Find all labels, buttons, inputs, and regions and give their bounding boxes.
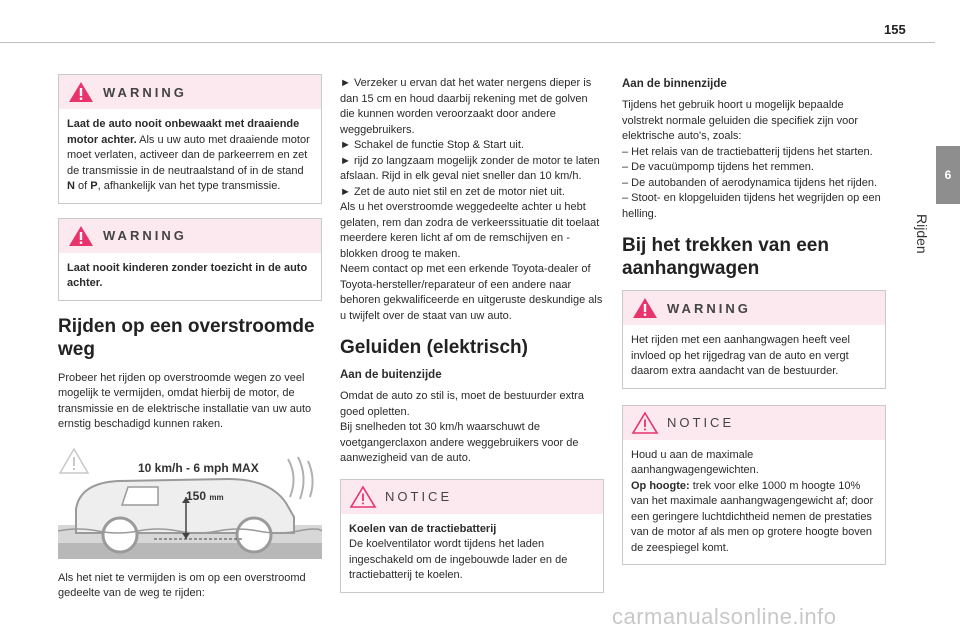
notice-lead: Op hoogte:: [631, 479, 690, 492]
gear-p: P: [90, 180, 98, 192]
inside-intro: Tijdens het gebruik hoort u mogelijk bepaalde volstrekt normale geluiden die specifiek zijn voor elektrische auto's, zoals:: [622, 99, 859, 142]
list-item: – De vacuümpomp tijdens het remmen.: [622, 161, 814, 173]
warning-box-children: [58, 218, 322, 301]
notice-triangle-icon: [349, 485, 377, 509]
page-number: 155: [884, 22, 906, 37]
flooded-intro: Probeer het rijden op overstroomde wegen zo veel mogelijk te vermijden, omdat hierbij de motor, de transmissie en de elektrische installatie van uw auto ernstig beschadigd kunnen raken.: [58, 371, 312, 430]
notice-body: trek voor elke 1000 m hoogte 10% van het maximale aanhangwagengewicht af; door een geringere luchtdichtheid nemen de prestaties van de motor af als men op grotere hoogte boven de zeespiegel komt.: [631, 479, 874, 554]
notice-header: [341, 480, 603, 514]
warning-triangle-icon: [67, 224, 95, 248]
warning-triangle-icon: [67, 80, 95, 104]
warning-text: [59, 109, 321, 203]
flood-step: ► rijd zo langzaam mogelijk zonder de motor te laten afslaan. Rijd in elk geval niet sneller dan 10 km/h.: [340, 154, 600, 182]
warning-body: Als u uw auto met draaiende motor moet verlaten, activeer dan de parkeerrem en zet de transmissie in de neutraalstand of in de stand: [67, 133, 310, 177]
outside-text: [340, 389, 604, 467]
notice-text: [623, 440, 885, 565]
warning-lead: Laat de auto nooit onbewaakt met draaiende motor achter.: [67, 118, 300, 146]
notice-body: De koelventilator wordt tijdens het laden ingeschakeld om de ingebouwde lader en de tractiebatterij te koelen.: [349, 538, 568, 581]
outside-line: Omdat de auto zo stil is, moet de bestuurder extra goed opletten.: [340, 390, 584, 418]
flood-step: Neem contact op met een erkende Toyota-dealer of Toyota-hersteller/reparateur of een andere naar behoren gekwalificeerde en uitgeruste deskundige als u twijfelt over de staat van uw auto.: [340, 263, 603, 322]
flood-step: ► Zet de auto niet stil en zet de motor niet uit.: [340, 185, 565, 198]
notice-box-battery-cooling: [340, 479, 604, 593]
warning-text: Het rijden met een aanhangwagen heeft veel invloed op het rijgedrag van de auto en vergt daarom extra aandacht van de bestuurder.: [631, 334, 850, 377]
column-1: [58, 60, 322, 602]
warning-tail: , afhankelijk van het type transmissie.: [97, 180, 281, 192]
flooded-road-figure: [58, 447, 322, 559]
flood-step: ► Schakel de functie Stop & Start uit.: [340, 139, 524, 151]
list-item: – De autobanden of aerodynamica tijdens het rijden.: [622, 176, 878, 189]
speed-limit-label: 10 km/h - 6 mph MAX: [138, 460, 259, 475]
depth-value: 150: [186, 488, 207, 503]
list-item: – Stoot- en klopgeluiden tijdens het wegrijden op een helling.: [622, 192, 881, 220]
list-item: – Het relais van de tractiebatterij tijdens het starten.: [622, 145, 873, 158]
depth-unit: mm: [209, 492, 224, 502]
subheading-inside: Aan de binnenzijde: [622, 78, 727, 90]
warning-box-trailer: [622, 290, 886, 389]
notice-intro: Houd u aan de maximale aanhangwagengewichten.: [631, 448, 759, 476]
column-2: [340, 76, 604, 607]
warning-of: of: [74, 180, 91, 192]
watermark: carmanualsonline.info: [612, 604, 837, 629]
warning-triangle-icon: [631, 296, 659, 320]
flood-steps: [340, 76, 604, 324]
subheading-outside: Aan de buitenzijde: [340, 369, 442, 381]
chapter-tab[interactable]: 6: [936, 146, 960, 204]
warning-header: [59, 219, 321, 253]
warning-title: WARNING: [103, 84, 187, 100]
inside-list: [622, 145, 886, 223]
notice-header: [623, 406, 885, 440]
warning-lead: Laat nooit kinderen zonder toezicht in de auto achter.: [67, 261, 308, 289]
column-3: [622, 70, 886, 579]
flood-step: Als u het overstroomde weggedeelte achter u hebt gelaten, rem dan zodra de verkeerssituatie dit toelaat meerdere keren licht af om de remschijven en -blokken droog te maken.: [340, 201, 600, 260]
notice-box-trailer-weight: [622, 405, 886, 566]
depth-label: [186, 489, 224, 503]
chapter-title: Rijden: [914, 214, 930, 254]
warning-title: WARNING: [667, 300, 751, 316]
outside-line: Bij snelheden tot 30 km/h waarschuwt de voetgangerclaxon andere weggebruikers voor de aanwezigheid van de auto.: [340, 421, 579, 464]
notice-triangle-icon: [631, 411, 659, 435]
warning-text: [59, 253, 321, 300]
gear-n: N: [67, 180, 75, 192]
section-heading-sounds: Geluiden (elektrisch): [340, 337, 528, 358]
flood-step: ► Verzeker u ervan dat het water nergens dieper is dan 15 cm en houd daarbij rekening met de golven die kunnen worden veroorzaakt door andere weggebruikers.: [340, 77, 592, 136]
header-divider: [0, 42, 935, 43]
warning-box-unattended: [58, 74, 322, 204]
warning-title: WARNING: [103, 228, 187, 243]
section-heading-trailer: Bij het trekken van een aanhangwagen: [622, 235, 829, 279]
flooded-after-figure: Als het niet te vermijden is om op een overstroomd gedeelte van de weg te rijden:: [58, 571, 306, 599]
notice-title: NOTICE: [667, 415, 735, 430]
warning-header: [623, 291, 885, 325]
notice-lead: Koelen van de tractiebatterij: [349, 522, 497, 535]
notice-text: [341, 514, 603, 592]
notice-title: NOTICE: [385, 489, 453, 504]
warning-header: [59, 75, 321, 109]
section-heading-flooded: Rijden op een overstroomde weg: [58, 315, 315, 360]
